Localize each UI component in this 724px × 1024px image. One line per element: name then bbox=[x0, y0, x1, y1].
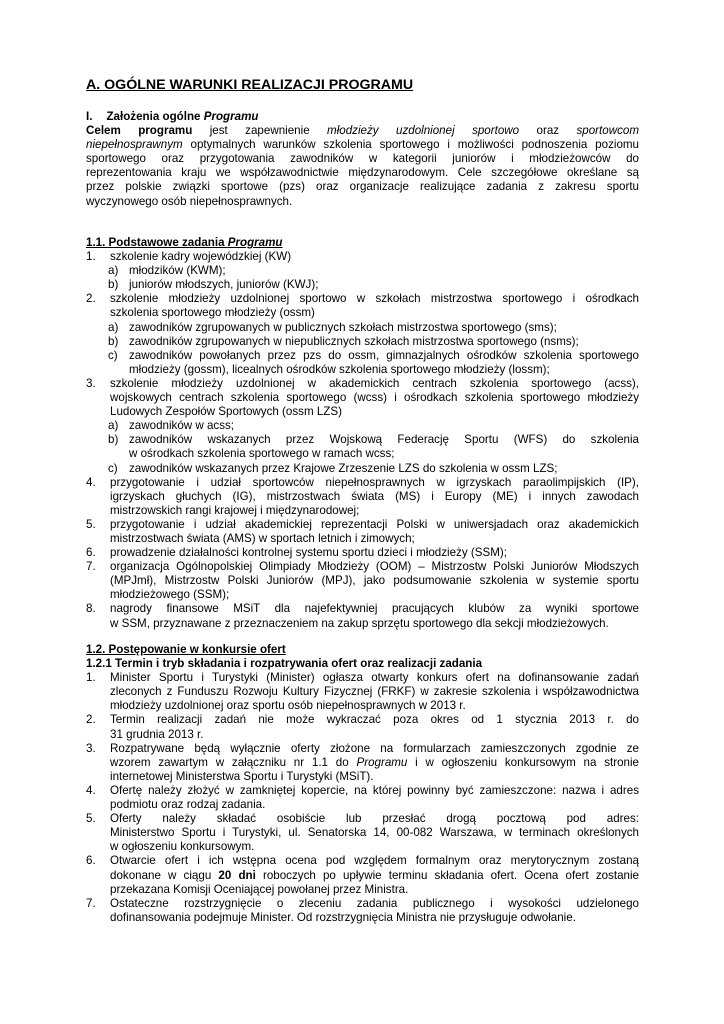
list-item-number: 4. bbox=[86, 783, 96, 797]
bold-phrase: Celem programu bbox=[86, 124, 193, 138]
list-item-line: młodzieżowego (SSM); bbox=[110, 588, 230, 602]
text-run: oraz bbox=[519, 124, 577, 138]
section-heading-text: Założenia ogólne bbox=[106, 110, 204, 123]
list-item-line: szkolenie kadry wojewódzkiej (KW) bbox=[110, 250, 292, 264]
list-item-line bbox=[110, 728, 639, 742]
text-run: roboczych po upływie terminu składania ofert. Ocena ofert zostanie bbox=[255, 868, 640, 882]
list-item-number: 3. bbox=[86, 741, 96, 755]
sub-list-item bbox=[86, 335, 639, 349]
sub-list-item-line: zawodników zgrupowanych w niepublicznych szkołach mistrzostwa sportowego (nsms); bbox=[129, 334, 579, 348]
list-item bbox=[86, 784, 639, 812]
sub-list-item bbox=[86, 321, 639, 335]
list-item-line bbox=[110, 883, 639, 897]
list-item bbox=[86, 292, 639, 320]
list-item-number: 8. bbox=[86, 602, 96, 616]
sub-list-item-letter: b) bbox=[108, 278, 119, 292]
list-item-number: 3. bbox=[86, 376, 96, 390]
text-run: Ministerstwo Sportu i Turystyki, ul. Senatorska 14, 00-082 Warszawa, w terminach określonych bbox=[110, 826, 639, 840]
list-item-number: 2. bbox=[86, 713, 96, 727]
list-item-line: przygotowanie i udział sportowców niepełnosprawnych w igrzyskach paraolimpijskich (IP), bbox=[110, 475, 639, 489]
text-run: Rozpatrywane będą wyłącznie oferty złożone na formularzach zamieszczonych zgodnie ze bbox=[110, 741, 639, 755]
list-item-number: 4. bbox=[86, 475, 96, 489]
sub-list-item-line: zawodników zgrupowanych w publicznych szkołach mistrzostwa sportowego (sms); bbox=[129, 320, 557, 334]
list-item bbox=[86, 713, 639, 741]
sub-list-item-line: zawodników w acss; bbox=[129, 419, 235, 433]
text-run: 31 grudnia 2013 r. bbox=[110, 727, 204, 741]
sub-list-item-letter: a) bbox=[108, 320, 119, 334]
sub-list-item-letter: a) bbox=[108, 264, 119, 278]
text-run: 20 dni bbox=[218, 868, 256, 882]
sub-list-item-line: juniorów młodszych, juniorów (KWJ); bbox=[129, 278, 319, 292]
sub-list-item bbox=[86, 278, 639, 292]
list-item-line: szkolenie młodzieży uzdolnionej w akademickich centrach szkolenia sportowego (acss), bbox=[110, 376, 639, 390]
section-competition-procedure bbox=[86, 643, 639, 925]
sub-list-item-line: młodzieży (gossm), licealnych ośrodków szkolenia sportowego młodzieży (lossm); bbox=[129, 362, 550, 376]
list-item-line bbox=[110, 685, 639, 699]
list-item-line: mistrzowskich rangi krajowej i międzynarodowej; bbox=[110, 503, 360, 517]
paragraph-line bbox=[86, 124, 639, 138]
list-item-line bbox=[110, 742, 639, 756]
section-basic-tasks bbox=[86, 236, 639, 631]
list-item-line bbox=[110, 911, 639, 925]
list-item-line: mistrzostwach świata (AMS) w sportach letnich i zimowych; bbox=[110, 531, 415, 545]
section-heading bbox=[86, 236, 639, 250]
list-item bbox=[86, 602, 639, 630]
sub-list-item bbox=[86, 264, 639, 278]
list-item-line: szkolenia sportowego młodzieży (ossm) bbox=[110, 306, 315, 320]
text-run: Termin realizacji zadań nie może wykraczać poza okres od 1 stycznia 2013 r. do bbox=[110, 713, 639, 727]
list-item-number: 5. bbox=[86, 517, 96, 531]
list-item bbox=[86, 671, 639, 713]
list-item-number: 7. bbox=[86, 896, 96, 910]
list-item bbox=[86, 897, 639, 925]
list-item bbox=[86, 742, 639, 784]
subsection-heading: 1.2.1 Termin i tryb składania i rozpatrywania ofert oraz realizacji zadania bbox=[86, 657, 483, 671]
list-item bbox=[86, 560, 639, 602]
section-number: I. bbox=[86, 110, 93, 123]
text-run: Ofertę należy złożyć w zamkniętej kopercie, na której powinny być zamieszczone: nazwa i adres bbox=[110, 783, 639, 797]
text-run: w ogłoszeniu konkursowym. bbox=[110, 840, 255, 854]
section-heading: 1.2. Postępowanie w konkursie ofert bbox=[86, 643, 286, 656]
list-item-line bbox=[110, 798, 639, 812]
list-item-number: 6. bbox=[86, 546, 96, 560]
list-item-line bbox=[110, 770, 639, 784]
list-item-line: igrzyskach głuchych (IG), mistrzostwach świata (MS) i Europy (ME) i innych zawodach bbox=[110, 489, 639, 503]
text-run: Oferty należy składać osobiście lub przesłać drogą pocztową pod adres: bbox=[110, 812, 639, 826]
list-item-line: szkolenie młodzieży uzdolnionej sportowo w szkołach mistrzostwa sportowego i ośrodkach bbox=[110, 292, 639, 306]
paragraph-line: reprezentowania kraju we współzawodnictwie międzynarodowym. Cele szczegółowe określane są bbox=[86, 166, 639, 180]
text-run: i w ogłoszeniu konkursowym na stronie bbox=[407, 755, 639, 769]
list-item-line bbox=[110, 869, 639, 883]
sub-list-item bbox=[86, 433, 639, 461]
section-general-assumptions bbox=[86, 110, 639, 209]
section-heading-text: 1.1. Podstawowe zadania bbox=[86, 236, 228, 249]
list-item-number: 5. bbox=[86, 812, 96, 826]
text-run: optymalnych warunków szkolenia sportowego i możliwości podnoszenia poziomu bbox=[182, 138, 639, 152]
list-item bbox=[86, 377, 639, 419]
paragraph-line: przez polskie związki sportowe (pzs) oraz organizacje realizujące zadania z zakresu sportu bbox=[86, 180, 639, 194]
list-item-number: 7. bbox=[86, 560, 96, 574]
list-item bbox=[86, 518, 639, 546]
italic-phrase: sportowcom bbox=[576, 124, 639, 138]
paragraph-line bbox=[86, 138, 639, 152]
sub-list-item-line: młodzików (KWM); bbox=[129, 264, 226, 278]
sub-list-item-line: zawodników powołanych przez pzs do ossm, gimnazjalnych ośrodków szkolenia sportowego bbox=[129, 348, 639, 362]
sub-list-item bbox=[86, 462, 639, 476]
list-item-number: 1. bbox=[86, 671, 96, 685]
list-item-number: 6. bbox=[86, 854, 96, 868]
section-heading-italic: Programu bbox=[203, 110, 259, 123]
paragraph-line: sportowego oraz przygotowania zawodników w kategorii juniorów i młodzieżowców do bbox=[86, 152, 639, 166]
list-item-line bbox=[110, 699, 639, 713]
sub-list-item-letter: b) bbox=[108, 334, 119, 348]
list-item-line: przygotowanie i udział akademickiej reprezentacji Polski w uniwersjadach oraz akademickich bbox=[110, 517, 639, 531]
list-item-line: organizacja Ogólnopolskiej Olimpiady Młodzieży (OOM) – Mistrzostw Polski Juniorów Młodszych bbox=[110, 560, 639, 574]
sub-list-item-line: zawodników wskazanych przez Wojskową Federację Sportu (WFS) do szkolenia bbox=[129, 433, 639, 447]
sub-list-item-letter: a) bbox=[108, 419, 119, 433]
list-item-line bbox=[110, 713, 639, 727]
text-run: podmiotu oraz rodzaj zadania. bbox=[110, 798, 266, 812]
sub-list-item-letter: b) bbox=[108, 433, 119, 447]
sub-list-item-line: w ośrodkach szkolenia sportowego w ramach wcss; bbox=[129, 447, 395, 461]
list-item-line bbox=[110, 784, 639, 798]
list-item-line: (MPJmł), Mistrzostw Polski Juniorów (MPJ), jako podsumowanie szkolenia w systemie sportu bbox=[110, 574, 639, 588]
list-item-line bbox=[110, 854, 639, 868]
sub-list-item-letter: c) bbox=[108, 348, 118, 362]
list-item-line bbox=[110, 840, 639, 854]
sub-list-item bbox=[86, 419, 639, 433]
list-item-line: w SSM, przyznawane z przeznaczeniem na zakup sprzętu sportowego dla sekcji młodzieżowych. bbox=[110, 616, 609, 630]
main-title: A. OGÓLNE WARUNKI REALIZACJI PROGRAMU bbox=[86, 77, 414, 93]
text-run: Minister Sportu i Turystyki (Minister) ogłasza otwarty konkurs ofert na dofinansowanie zadań bbox=[110, 671, 639, 685]
list-item-line: prowadzenie działalności kontrolnej systemu sportu dzieci i młodzieży (SSM); bbox=[110, 546, 507, 560]
list-item-line bbox=[110, 756, 639, 770]
sub-list-item bbox=[86, 349, 639, 377]
text-run: dokonane w ciągu bbox=[110, 868, 219, 882]
paragraph-line: wyczynowego osób niepełnosprawnych. bbox=[86, 194, 293, 208]
sub-list-item-letter: c) bbox=[108, 461, 118, 475]
list-item-line bbox=[110, 826, 639, 840]
text-run: jest zapewnienie bbox=[192, 124, 328, 138]
italic-phrase: niepełnosprawnym bbox=[86, 138, 183, 152]
list-item-line: Ludowych Zespołów Sportowych (ossm LZS) bbox=[110, 405, 342, 419]
list-item bbox=[86, 546, 639, 560]
section-heading-italic: Programu bbox=[227, 236, 283, 249]
list-item-line bbox=[110, 671, 639, 685]
text-run: młodzieży uzdolnionej oraz sportu osób niepełnosprawnych w 2013 r. bbox=[110, 699, 466, 713]
text-run: dofinansowania podejmuje Minister. Od rozstrzygnięcia Ministra nie przysługuje odwołanie. bbox=[110, 910, 576, 924]
list-item-number: 2. bbox=[86, 292, 96, 306]
list-item-line bbox=[110, 812, 639, 826]
list-item bbox=[86, 854, 639, 896]
text-run: Programu bbox=[356, 755, 408, 769]
text-run: przekazana Komisji Oceniającej powołanej przez Ministra. bbox=[110, 882, 409, 896]
list-item bbox=[86, 250, 639, 264]
text-run: zleconych z Funduszu Rozwoju Kultury Fizycznej (FRKF) w zakresie szkolenia i współzawodnictwa bbox=[110, 685, 639, 699]
italic-phrase: młodzieży uzdolnionej sportowo bbox=[327, 124, 520, 138]
list-item-line: wojskowych centrach szkolenia sportowego (wcss) i ośrodkach szkolenia sportowego młodzieży bbox=[110, 391, 639, 405]
text-run: Ostateczne rozstrzygnięcie o zleceniu zadania publicznego i wysokości udzielonego bbox=[110, 896, 639, 910]
list-item bbox=[86, 812, 639, 854]
section-heading bbox=[86, 110, 639, 124]
list-item-number: 1. bbox=[86, 250, 96, 264]
text-run: Otwarcie ofert i ich wstępna ocena pod względem formalnym oraz merytorycznym zostaną bbox=[110, 854, 639, 868]
text-run: internetowej Ministerstwa Sportu i Turystyki (MSiT). bbox=[110, 769, 374, 783]
sub-list-item-line: zawodników wskazanych przez Krajowe Zrzeszenie LZS do szkolenia w ossm LZS; bbox=[129, 461, 558, 475]
text-run: wzorem zawartym w załączniku nr 1.1 do bbox=[110, 755, 357, 769]
list-item-line: nagrody finansowe MSiT dla najefektywniej pracujących klubów za wyniki sportowe bbox=[110, 602, 639, 616]
list-item bbox=[86, 476, 639, 518]
list-item-line bbox=[110, 897, 639, 911]
